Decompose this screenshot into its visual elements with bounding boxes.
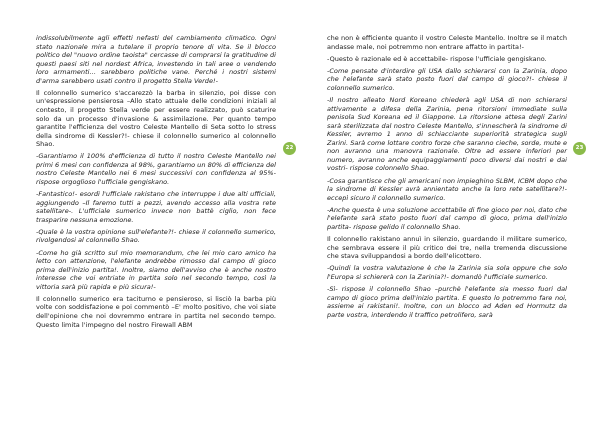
- paragraph: -Anche questa è una soluzione accettabile di fine gioco per noi, dato che l'elefante sarà stato posto fuori dal campo di gioco, prima dell'inizio partita- rispose gelido il colonnello Shao.: [327, 205, 567, 231]
- paragraph: che non è efficiente quanto il vostro Celeste Mantello. Inoltre se il match andasse male, noi potremmo non entrare affatto in partita!-: [327, 34, 567, 51]
- paragraph: -Quale è la vostra opinione sull'elefante?!- chiese il colonnello sumerico, rivolgendosi al colonnello Shao.: [36, 227, 276, 245]
- paragraph: Il colonnello rakistano annuì in silenzio, guardando il militare sumerico, che sembrava essere il più critico dei tre, nella tremenda discussione che stava sviluppandosi a bordo dell'elicottero.: [327, 235, 567, 261]
- right-page: [327, 34, 567, 323]
- paragraph: Il colonnello sumerico era taciturno e pensieroso, si lisciò la barba più volte con soddisfazione e poi commentò –E' molto positivo, che voi siate dell'opinione che noi dovremmo entrare in partita nel secondo tempo. Questo limita l'impegno del nostro Firewall ABM: [36, 294, 276, 329]
- paragraph: -Come pensate d'interdire gli USA dallo schierarsi con la Zarinia, dopo che l'elefante sarà stato posto fuori dal campo di gioco?!- chiese il colonnello sumerico.: [327, 66, 567, 92]
- paragraph: -Quindi la vostra valutazione è che la Zarinia sia sola oppure che solo l'Europa si schiererà con la Zarinia?!- domandò l'ufficiale sumerico.: [327, 264, 567, 281]
- page-number-left: 22: [283, 142, 296, 155]
- left-page: [36, 34, 276, 333]
- page-number-right: 23: [573, 142, 586, 155]
- paragraph: -Il nostro alleato Nord Koreano chiederà agli USA di non schierarsi attivamente a difesa della Zarinia, pena ritorsioni immediate sulla penisola Sud Koreana ed il Giappone. La ritorsione attesa degli Zarini sarà sterilizzata dal nostro Celeste Mantello, s'innescherà la sindrome di Kessler, avremo 1 anno di schiacciante superiorità strategica sugli Zarini. Sarà come lottare contro forze che saranno cieche, sorde, mute e non avranno una manovra razionale. Oltre ad essere inferiori per numero, avranno anche equipaggiamenti poco diversi dai nostri e dai vostri- rispose colonnello Shao.: [327, 96, 567, 173]
- paragraph: indissolubilmente agli effetti nefasti del cambiamento climatico. Ogni stato nazionale mira a tutelare il proprio tenore di vita. Se il blocco politico del "nuovo ordine taoista" cercasse di comprarsi la gratitudine di questi paesi siti nel nordest Africa, investendo in tali aree o vendendo loro armamenti… sarebbero politiche vane. Perché i nostri sistemi d'arma sarebbero usati contro il progetto Stella Verde!-: [36, 34, 276, 85]
- paragraph: -Cosa garantisce che gli americani non impieghino SLBM, ICBM dopo che la sindrome di Kessler avrà annientato anche la loro rete satellitare?!- eccepì sicuro il colonnello sumerico.: [327, 176, 567, 202]
- paragraph: -Garantiamo il 100% d'efficienza di tutto il nostro Celeste Mantello nei primi 6 mesi con confidenza al 98%, garantiamo un 80% di efficienza del nostro Celeste Mantello nei 6 mesi successivi con confidenza al 95%- rispose orgoglioso l'ufficiale gengiskano.: [36, 152, 276, 186]
- paragraph: -Come ho già scritto sul mio memorandum, che lei mio caro amico ha letto con attenzione, l'elefante andrebbe rimosso dal campo di gioco prima dell'inizio partita!. Inoltre, siamo dell'avviso che è anche nostro interesse che voi entriate in partita solo nel secondo tempo, così la vittoria sarà più rapida e più sicura!-: [36, 248, 276, 291]
- paragraph: -Fantastico!- esordì l'ufficiale rakistano che interruppe i due alti ufficiali, aggiungendo –Il faremo tutti a pezzi, avendo accesso alla vostra rete satellitare-. L'ufficiale sumerico invece non battè ciglio, non fece trasparire nessuna emozione.: [36, 190, 276, 224]
- paragraph: Il colonnello sumerico s'accarezzò la barba in silenzio, poi disse con un'espressione pensierosa –Allo stato attuale delle condizioni iniziali al contesto, il progetto Stella verde per essere realizzato, può scaturire solo da un processo d'invasione & assimilazione. Per quanto tempo garantite l'efficienza del vostro Celeste Mantello di Seta sotto lo stress della sindrome di Kessler?!- chiese il colonnello sumerico al colonnello Shao.: [36, 88, 276, 149]
- paragraph: -Questo è razionale ed è accettabile- rispose l'ufficiale gengiskano.: [327, 54, 547, 63]
- paragraph: -Sì- rispose il colonnello Shao –purchè l'elefante sia messo fuori dal campo di gioco prima dell'inizio partita. E questo lo potremmo fare noi, assieme ai rakistani!. Inoltre, con un blocco ad Aden ed Hormutz da parte vostra, interdendo il traffico petrolifero, sarà: [327, 284, 567, 319]
